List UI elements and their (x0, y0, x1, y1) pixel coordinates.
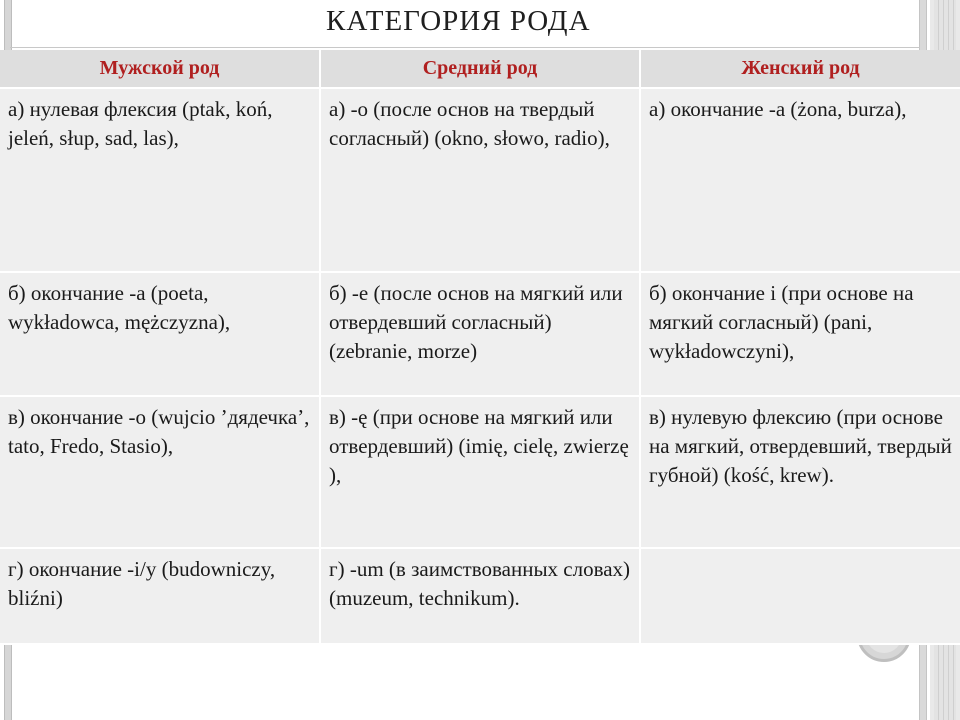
table-cell: б) -e (после основ на мягкий или отвердевший согласный) (zebranie, morze) (320, 272, 640, 396)
table-cell: б) окончание -a (poeta, wykładowca, mężczyzna), (0, 272, 320, 396)
table-cell: а) окончание -a (żona, burza), (640, 88, 960, 272)
table-header-row (0, 50, 960, 88)
table-cell: в) -ę (при основе на мягкий или отвердевший) (imię, cielę, zwierzę ), (320, 396, 640, 548)
table-cell: б) окончание i (при основе на мягкий согласный) (pani, wykładowczyni), (640, 272, 960, 396)
table-cell: г) окончание -i/y (budowniczy, bliźni) (0, 548, 320, 644)
table-cell: г) -um (в заимствованных словах) (muzeum, technikum). (320, 548, 640, 644)
table-row (0, 548, 960, 644)
table-cell: а) нулевая флексия (ptak, koń, jeleń, słup, sad, las), (0, 88, 320, 272)
slide-title: КАТЕГОРИЯ РОДА (326, 5, 591, 37)
table-cell: в) нулевую флексию (при основе на мягкий, отвердевший, твердый губной) (kość, krew). (640, 396, 960, 548)
table-cell (640, 548, 960, 644)
header-feminine: Женский род (640, 50, 960, 88)
header-neuter: Средний род (320, 50, 640, 88)
title-divider (10, 47, 920, 48)
table-row (0, 272, 960, 396)
table-row (0, 396, 960, 548)
header-masculine: Мужской род (0, 50, 320, 88)
table-cell: в) окончание -o (wujcio ’дядечка’, tato, Fredo, Stasio), (0, 396, 320, 548)
table-cell: а) -о (после основ на твердый согласный) (okno, słowo, radio), (320, 88, 640, 272)
gender-category-table (0, 50, 960, 645)
table-row (0, 88, 960, 272)
